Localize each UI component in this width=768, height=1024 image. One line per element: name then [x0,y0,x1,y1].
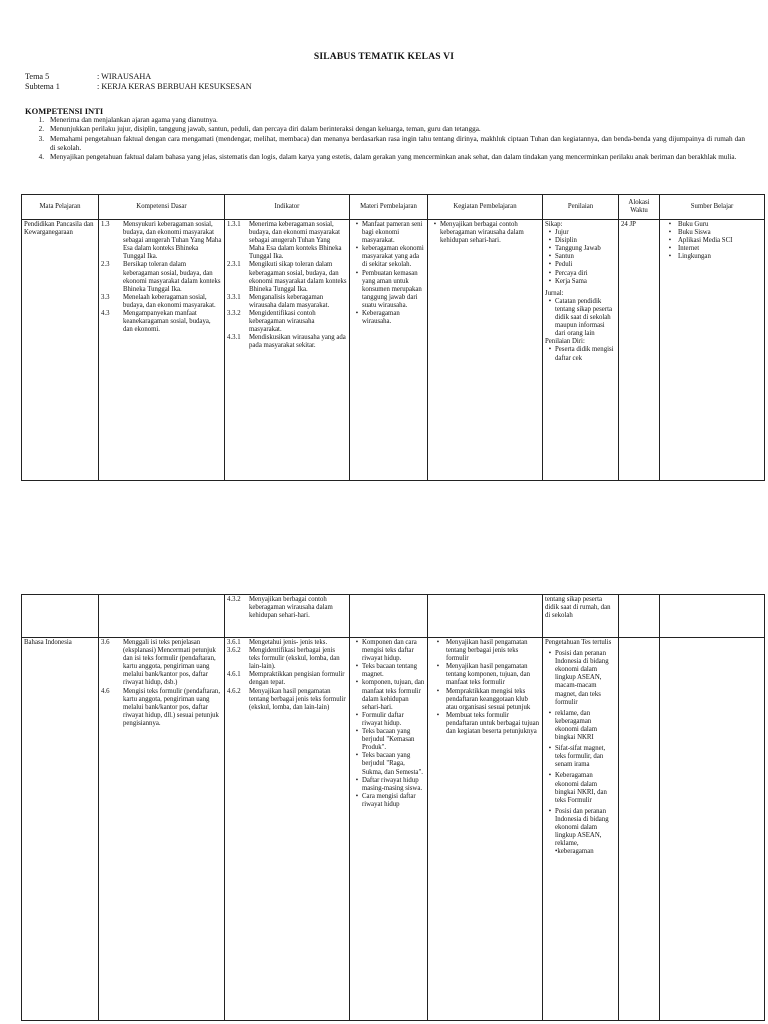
kegiatan-list [430,221,540,245]
ki-item [25,135,745,154]
list-item [227,647,347,671]
indikator-cell [225,638,350,1021]
item-code: 4.3 [101,310,110,318]
materi-cell [350,638,428,1021]
list-item [227,671,347,687]
indikator-list [227,221,347,351]
list-item [430,688,540,712]
item-code: 4.3.1 [227,334,241,342]
list-item [352,793,425,809]
kegiatan-cell [428,595,543,638]
table-row [22,595,765,638]
bullet-icon: • [668,229,672,237]
list-item [352,245,425,269]
bullet-icon: • [668,237,672,245]
list-item [662,237,762,245]
item-text: Membuat teks formulir pendaftaran untuk berbagai tujuan dan kegiatan beserta petunjuknya [446,711,540,736]
indikator-list [227,639,347,712]
list-item [227,221,347,261]
bullet-icon: • [355,776,359,784]
bullet-icon: • [355,711,359,719]
materi-list [352,639,425,809]
item-text: Teks bacaan tentang magnet. [362,663,418,679]
list-item [545,270,616,278]
bullet-icon: • [355,728,359,736]
bullet-icon: • [355,679,359,687]
ki-heading: KOMPETENSI INTI [25,106,104,116]
kd-cell [99,595,225,638]
item-text: Kerja Sama [555,277,587,285]
item-text: reklame, dan keberagaman ekonomi dalam bingkai NKRI [555,709,598,742]
ki-item-text: Menunjukkan perilaku jujur, disiplin, tanggung jawab, santun, peduli, dan percaya diri dalam berinteraksi dengan keluarga, teman, guru dan tetangga. [50,125,481,134]
alokasi-cell: 24 JP [619,220,660,481]
item-text: Lingkungan [678,253,711,261]
item-text: Cara mengisi daftar riwayat hidup [362,792,416,808]
materi-cell [350,220,428,481]
sikap-label: Sikap: [545,221,563,228]
bullet-icon: • [548,650,552,658]
item-text: Mempraktikkan pengisian formulir dengan tepat. [249,671,345,687]
table-row [22,220,765,481]
sumber-cell [660,638,765,1021]
bullet-icon: • [668,245,672,253]
item-code: 2.3 [101,261,110,269]
ki-item-number: 2. [38,125,44,134]
sumber-list [662,221,762,261]
item-text: Tanggung Jawab [555,245,601,253]
item-text: Buku Siswa [678,229,711,237]
list-item [352,777,425,793]
list-item [101,688,222,728]
item-text: Mengisi teks formulir (pendaftaran, kartu anggota, pengiriman uang melalui bank/kantor pos, daftar riwayat hidup, dll.) sesuai petunjuk pengisiannya. [123,687,221,727]
tema-label: Tema 5 [25,72,50,81]
item-text: Mengidentifikasi berbagai jenis teks formulir (ekskul, lomba, dan lain-lain). [249,647,340,671]
alokasi-cell [619,595,660,638]
bullet-icon: • [355,792,359,800]
item-text: Sifat-sifat magnet, teks formulir, dan senam irama [555,745,606,769]
ki-item [25,125,745,134]
jurnal-list [545,298,616,338]
sikap-list [545,229,616,286]
kd-list [101,639,222,728]
item-text: Mengikuti sikap toleran dalam keberagaman sosial, budaya, dan ekonomi masyarakat dalam konteks Bhineka Tunggal Ika. [249,261,347,293]
penilaian-diri-list [545,346,616,362]
item-text: Menerima keberagaman sosial, budaya, dan ekonomi masyarakat sebagai anugerah Tuhan Yang Maha Esa dalam konteks Bhineka Tunggal Ika. [249,221,342,261]
list-item [352,310,425,326]
list-item [227,639,347,647]
document-title: SILABUS TEMATIK KELAS VI [313,52,455,62]
kegiatan-list [430,639,540,736]
list-item [227,261,347,293]
item-text: Internet [678,245,700,253]
item-code: 3.3.1 [227,293,241,301]
header-alokasi: Alokasi Waktu [619,195,660,220]
list-item [352,270,425,310]
list-item [430,221,540,245]
item-text: Menelaah keberagaman sosial, budaya, dan ekonomi masyarakat. [123,293,216,309]
kd-cell [99,220,225,481]
item-text: komponen, tujuan, dan manfaat teks formulir dalam kehidupan sehari-hari. [362,679,425,711]
list-item [545,346,616,362]
alokasi-cell [619,638,660,1021]
list-item [545,298,616,338]
item-text: Peserta didik mengisi daftar cek [555,346,614,362]
theme-info [25,72,252,92]
list-item [662,245,762,253]
kd-cell [99,638,225,1021]
item-code: 3.3 [101,293,110,301]
pengetahuan-list [545,650,616,856]
syllabus-table-continued [21,594,765,1021]
item-text: Bersikap toleran dalam keberagaman sosial, budaya, dan ekonomi masyarakat dalam konteks Bhineka Tunggal Ika. [123,261,221,293]
item-code: 2.3.1 [227,261,241,269]
bullet-icon: • [548,807,552,815]
bullet-icon: • [355,310,359,318]
subject-cell: Bahasa Indonesia [22,638,99,1021]
tema-value: : WIRAUSAHA [97,72,152,81]
list-item [545,229,616,237]
header-mata-pelajaran: Mata Pelajaran [22,195,99,220]
list-item [101,294,222,310]
bullet-icon: • [355,752,359,760]
subject-cell: Pendidikan Pancasila dan Kewarganegaraan [22,220,99,481]
list-item [352,221,425,245]
ki-item [25,153,745,162]
list-item [101,221,222,261]
penilaian-cell [543,220,619,481]
penilaian-cell: tentang sikap peserta didik saat di rumah, dan di sekolah [543,595,619,638]
bullet-icon: • [548,229,552,237]
bullet-icon: • [668,253,672,261]
item-text: Posisi dan peranan Indonesia di bidang ekonomi dalam lingkup ASEAN, macam-macam magnet, dan teks formulir [555,650,609,706]
penilaian-cell [543,638,619,1021]
list-item [430,639,540,663]
ki-item-text: Menerima dan menjalankan ajaran agama yang dianutnya. [50,116,218,124]
item-text: Aplikasi Media SCI [678,237,733,245]
bullet-icon: • [548,346,552,354]
item-code: 1.3 [101,221,110,228]
bullet-icon: • [436,711,440,719]
ki-item-number: 4. [38,153,44,162]
item-text: Jujur [555,229,569,237]
bullet-icon: • [436,639,440,646]
list-item [545,745,616,769]
subtema-value: : KERJA KERAS BERBUAH KESUKSESAN [97,82,252,91]
item-text: Keberagaman ekonomi dalam bingkai NKRI, dan teks Formulir [555,772,607,804]
item-text: Mempraktikkan mengisi teks pendaftaran keanggotaan klub atau organisasi sesuai petunjuk [446,687,531,711]
item-text: Pembuatan kemasan yang aman untuk konsumen merupakan tanggung jawab dari suatu wirausaha. [362,269,422,309]
item-text: Menyajikan hasil pengamatan tentang komponen, tujuan, dan manfaat teks formulir [446,663,530,687]
bullet-icon: • [548,277,552,285]
item-text: Percaya diri [555,269,588,277]
item-code: 3.6.2 [227,647,241,655]
list-item [101,310,222,334]
item-text: Menyajikan berbagai contoh keberagaman wirausaha dalam kehidupan sehari-hari. [440,221,524,245]
bullet-icon: • [355,221,359,228]
bullet-icon: • [548,237,552,245]
item-text: Keberagaman wirausaha. [362,310,400,326]
list-item [352,663,425,679]
bullet-icon: • [548,269,552,277]
bullet-icon: • [548,772,552,780]
item-text: Manfaat pameran seni bagi ekonomi masyarakat. [362,221,423,245]
subtema-label: Subtema 1 [25,82,60,91]
bullet-icon: • [548,297,552,305]
list-item [545,650,616,707]
list-item [352,679,425,711]
item-text: Daftar riwayat hidup masing-masing siswa. [362,776,423,792]
item-text: keberagaman ekonomi masyarakat yang ada di sekitar sekolah. [362,245,424,269]
item-text: Posisi dan peranan Indonesia di bidang ekonomi dalam lingkup ASEAN, reklame, •keberagaman [555,807,609,856]
syllabus-table [21,194,765,481]
list-item [545,278,616,286]
list-item [545,710,616,742]
header-penilaian: Penilaian [543,195,619,220]
item-code: 1.3.1 [227,221,241,228]
pengetahuan-label: Pengetahuan Tes tertulis [545,639,612,646]
kegiatan-cell [428,638,543,1021]
item-text: Peduli [555,261,573,269]
list-item [545,253,616,261]
penilaian-diri-label: Penilaian Diri: [545,338,585,346]
list-item [430,663,540,687]
subject-cell [22,595,99,638]
list-item [662,221,762,229]
kegiatan-cell [428,220,543,481]
item-text: Mendiskusikan wirausaha yang ada pada masyarakat sekitar. [249,334,346,350]
kd-list [101,221,222,334]
materi-list [352,221,425,326]
item-text: Buku Guru [678,221,709,228]
table-header-row [22,195,765,220]
item-text: Mengidentifikasi contoh keberagaman wirausaha masyarakat. [249,310,316,334]
item-text: Menyajikan hasil pengamatan tentang berbagai jenis teks formulir (ekskul, lomba, dan lain-lain) [249,687,346,711]
list-item [227,688,347,712]
item-code: 4.3.2 [227,596,241,603]
item-text: Menyajikan hasil pengamatan tentang berbagai jenis teks formulir [446,639,528,663]
item-code: 4.6.1 [227,671,241,679]
jurnal-label: Jurnal: [545,289,564,297]
list-item [545,237,616,245]
bullet-icon: • [433,221,437,228]
item-text: Menggali isi teks penjelasan (eksplanasi) Mencermati petunjuk dan isi teks formulir (pendaftaran, kartu anggota, pengiriman uang melalui bank/kantor pos, daftar riwayat hidup, dsb.) [123,639,216,687]
list-item [430,712,540,736]
sumber-cell [660,595,765,638]
bullet-icon: • [548,709,552,717]
item-text: Catatan pendidik tentang sikap peserta didik saat di sekolah maupun informasi dari orang lain [555,297,612,338]
bullet-icon: • [436,687,440,695]
header-materi: Materi Pembelajaran [350,195,428,220]
header-kompetensi-dasar: Kompetensi Dasar [99,195,225,220]
header-kegiatan: Kegiatan Pembelajaran [428,195,543,220]
table-row [22,638,765,1021]
list-item [545,245,616,253]
item-text: Komponen dan cara mengisi teks daftar riwayat hidup. [362,639,417,663]
indikator-cell [225,220,350,481]
ki-item-text: Menyajikan pengetahuan faktual dalam bahasa yang jelas, sistematis dan logis, dalam karya yang estetis, dalam gerakan yang mencerminkan anak sehat, dan dalam tindakan yang mencerminkan perilaku anak beriman dan berakhlak mulia. [50,153,737,162]
item-text: Santun [555,253,574,261]
bullet-icon: • [355,639,359,646]
list-item [352,728,425,752]
list-item [662,229,762,237]
item-text: Teks bacaan yang berjudul "Raga, Sukma, dan Semesta". [362,752,423,776]
list-item [352,752,425,776]
list-item [352,639,425,663]
list-item [662,253,762,261]
item-code: 4.6.2 [227,687,241,695]
list-item [227,294,347,310]
ki-item-number: 1. [38,116,44,124]
list-item [101,261,222,293]
list-item [545,808,616,857]
item-text: Mensyukuri keberagaman sosial, budaya, dan ekonomi masyarakat sebagai anugerah Tuhan Yang Maha Esa dalam konteks Bhineka Tunggal Ika. [123,221,222,261]
bullet-icon: • [548,245,552,253]
sumber-cell [660,220,765,481]
item-text: Menganalisis keberagaman wirausaha dalam masyarakat. [249,293,330,309]
header-indikator: Indikator [225,195,350,220]
item-code: 4.6 [101,687,110,695]
ki-item [25,116,745,125]
header-sumber: Sumber Belajar [660,195,765,220]
ki-item-number: 3. [38,134,44,143]
item-text: Mengampanyekan manfaat keanekaragaman sosial, budaya, dan ekonomi. [123,310,211,334]
item-code: 3.6 [101,639,110,646]
list-item [352,712,425,728]
item-text: Disiplin [555,237,577,245]
bullet-icon: • [668,221,672,228]
indikator-cell [225,595,350,638]
bullet-icon: • [355,663,359,671]
indikator-list [227,596,347,620]
list-item [227,596,347,620]
item-text: Menyajikan berbagai contoh keberagaman wirausaha dalam kehidupan sehari-hari. [249,596,333,620]
item-text: Teks bacaan yang berjudul "Kemasan Produk". [362,728,415,752]
item-code: 3.3.2 [227,310,241,318]
item-code: 3.6.1 [227,639,241,646]
bullet-icon: • [355,269,359,277]
bullet-icon: • [548,261,552,269]
item-text: Mengetahui jenis- jenis teks. [249,639,328,646]
list-item [227,334,347,350]
materi-cell [350,595,428,638]
ki-item-text: Memahami pengetahuan faktual dengan cara mengamati (mendengar, melihat, membaca) dan menanya berdasarkan rasa ingin tahu tentang dirinya, makhluk ciptaan Tuhan dan kegiatannya, dan benda-benda yang dijumpainya di rumah dan di sekolah. [50,134,745,152]
bullet-icon: • [548,745,552,753]
item-text: Formulir daftar riwayat hidup. [362,711,404,727]
bullet-icon: • [355,245,359,253]
list-item [227,310,347,334]
bullet-icon: • [548,253,552,261]
list-item [101,639,222,688]
list-item [545,772,616,804]
ki-list [25,116,745,162]
list-item [545,261,616,269]
bullet-icon: • [436,663,440,671]
